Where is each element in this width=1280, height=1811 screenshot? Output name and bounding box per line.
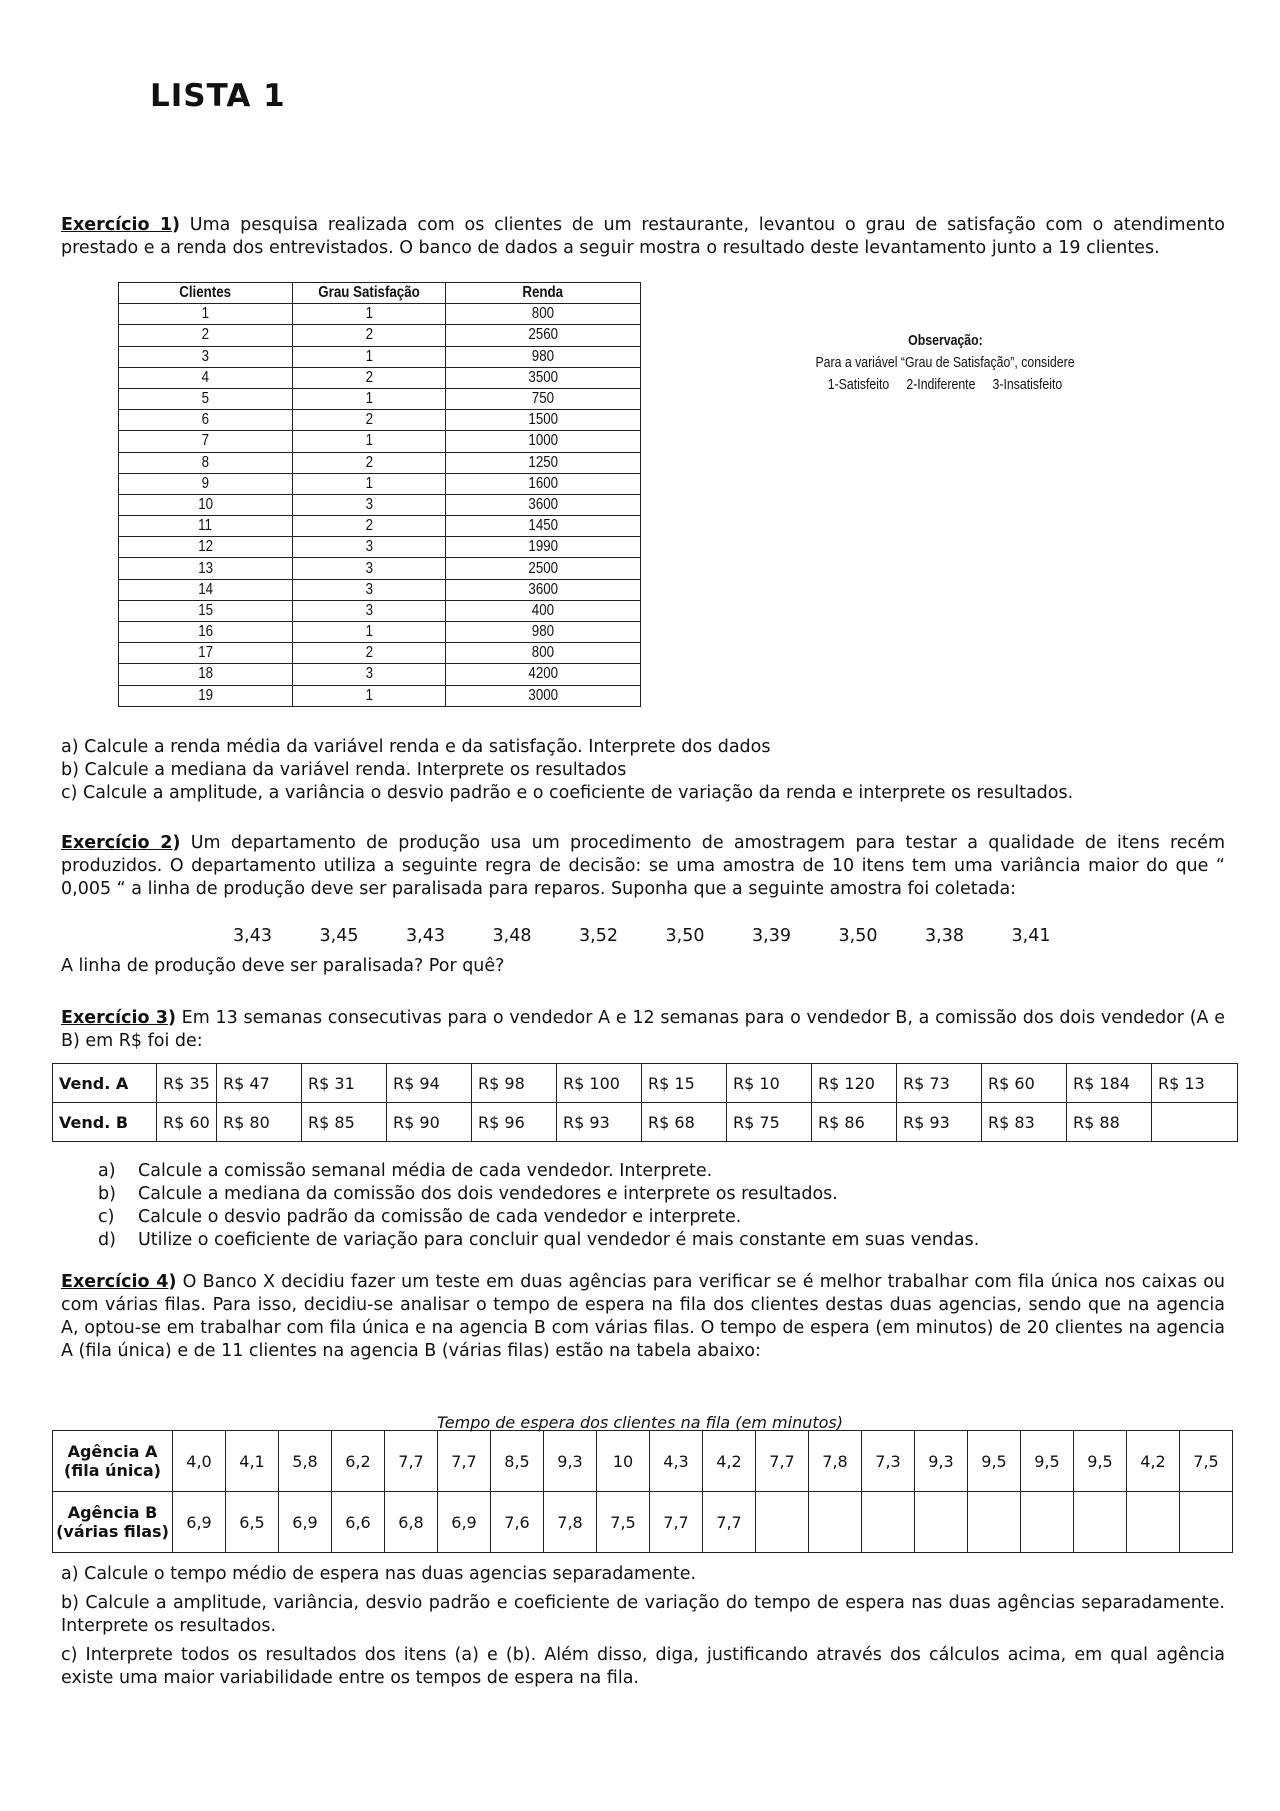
column-header: Clientes (119, 283, 293, 304)
sample-value: 3,43 (406, 926, 445, 946)
sample-value: 3,50 (838, 926, 878, 946)
exercise-4-intro (61, 1271, 1225, 1363)
table-cell: 1 (293, 304, 446, 325)
commission-cell: R$ 86 (812, 1103, 897, 1142)
column-header: Renda (446, 283, 641, 304)
commission-cell: R$ 96 (472, 1103, 557, 1142)
commission-cell: R$ 85 (302, 1103, 387, 1142)
table-cell: 1 (293, 685, 446, 706)
table-cell: 1250 (446, 452, 641, 473)
wait-time-cell: 6,9 (438, 1492, 491, 1553)
wait-time-cell: 7,8 (809, 1431, 862, 1492)
exercise-1-intro (61, 214, 1225, 260)
table-cell: 1600 (446, 473, 641, 494)
wait-time-cell: 6,8 (385, 1492, 438, 1553)
commission-cell: R$ 35 (157, 1064, 217, 1103)
exercise-3-question-d: d) Utilize o coeficiente de variação para concluir qual vendedor é mais constante em suas vendas. (98, 1230, 980, 1250)
wait-time-cell: 4,2 (703, 1431, 756, 1492)
table-cell: 2 (293, 367, 446, 388)
commission-cell: R$ 94 (387, 1064, 472, 1103)
table-cell: 4 (119, 367, 293, 388)
exercise-2-label: Exercício 2 (61, 833, 173, 853)
commission-cell: R$ 60 (982, 1064, 1067, 1103)
wait-time-cell: 7,5 (1180, 1431, 1233, 1492)
exercise-3-questions (98, 1160, 979, 1252)
exercise-3-question-b: b) Calcule a mediana da comissão dos dois vendedores e interprete os resultados. (98, 1184, 838, 1204)
sample-value: 3,38 (925, 926, 964, 946)
exercise-3-intro (61, 1007, 1225, 1053)
table-cell: 7 (119, 431, 293, 452)
exercise-4-questions (61, 1563, 1225, 1690)
table-cell: 2 (293, 516, 446, 537)
observation-note (760, 330, 1130, 396)
wait-time-cell: 10 (597, 1431, 650, 1492)
table-row (119, 410, 641, 431)
table-cell: 750 (446, 388, 641, 409)
sample-value: 3,43 (233, 926, 272, 946)
table-cell: 2500 (446, 558, 641, 579)
table-cell: 980 (446, 622, 641, 643)
table-cell: 5 (119, 388, 293, 409)
table-row (119, 516, 641, 537)
table-row (119, 494, 641, 515)
commission-cell: R$ 88 (1067, 1103, 1152, 1142)
wait-time-cell (968, 1492, 1021, 1553)
sample-value: 3,50 (665, 926, 705, 946)
page-title: LISTA 1 (150, 78, 286, 114)
commission-cell: R$ 80 (217, 1103, 302, 1142)
commission-cell: R$ 47 (217, 1064, 302, 1103)
table-cell: 15 (119, 600, 293, 621)
table-cell: 400 (446, 600, 641, 621)
exercise-4-table-caption: Tempo de espera dos clientes na fila (em minutos) (437, 1413, 843, 1432)
wait-time-cell: 6,6 (332, 1492, 385, 1553)
table-cell: 3 (293, 494, 446, 515)
wait-time-cell: 4,0 (173, 1431, 226, 1492)
table-cell: 13 (119, 558, 293, 579)
table-cell: 6 (119, 410, 293, 431)
exercise-1-question-c: c) Calcule a amplitude, a variância o desvio padrão e o coeficiente de variação da renda e interprete os resultados. (61, 783, 1074, 803)
wait-time-cell (756, 1492, 809, 1553)
table-cell: 3 (119, 346, 293, 367)
table-row (119, 643, 641, 664)
table-header-row (119, 283, 641, 304)
table-row (119, 346, 641, 367)
wait-time-cell: 7,6 (491, 1492, 544, 1553)
commission-cell: R$ 10 (727, 1064, 812, 1103)
table-cell: 2 (119, 325, 293, 346)
wait-time-cell: 9,5 (1074, 1431, 1127, 1492)
exercise-2-sample-values (233, 926, 1098, 946)
table-row (119, 664, 641, 685)
table-row (119, 622, 641, 643)
commission-cell: R$ 73 (897, 1064, 982, 1103)
table-cell: 1 (293, 346, 446, 367)
seller-row (53, 1064, 1238, 1103)
sample-value: 3,52 (579, 926, 618, 946)
commission-cell: R$ 98 (472, 1064, 557, 1103)
agency-row (53, 1431, 1233, 1492)
wait-time-cell: 6,9 (173, 1492, 226, 1553)
wait-time-cell: 7,7 (703, 1492, 756, 1553)
wait-time-cell: 4,1 (226, 1431, 279, 1492)
table-row (119, 304, 641, 325)
table-cell: 3 (293, 558, 446, 579)
wait-time-cell: 9,5 (968, 1431, 1021, 1492)
wait-time-cell: 7,7 (385, 1431, 438, 1492)
table-cell: 2560 (446, 325, 641, 346)
table-cell: 14 (119, 579, 293, 600)
wait-time-cell: 7,7 (650, 1492, 703, 1553)
exercise-2-text: Um departamento de produção usa um procedimento de amostragem para testar a qualidade de itens recém produzidos. O departamento utiliza a seguinte regra de decisão: se uma amostra de 10 itens tem uma variância maior do que “ 0,005 “ a linha de produção deve ser paralisada para reparos. Suponha que a seguinte amostra foi coletada: (61, 833, 1225, 899)
wait-time-cell (809, 1492, 862, 1553)
sample-value: 3,48 (492, 926, 532, 946)
seller-label: Vend. B (53, 1103, 157, 1142)
wait-time-cell: 9,3 (915, 1431, 968, 1492)
wait-time-cell (1021, 1492, 1074, 1553)
wait-time-cell (1127, 1492, 1180, 1553)
exercise-1-label: Exercício 1 (61, 215, 172, 235)
wait-time-cell: 7,3 (862, 1431, 915, 1492)
table-row (119, 431, 641, 452)
wait-time-cell: 7,7 (756, 1431, 809, 1492)
exercise-4-question-c: c) Interprete todos os resultados dos itens (a) e (b). Além disso, diga, justificando através dos cálculos acima, em qual agência existe uma maior variabilidade entre os tempos de espera na fila. (61, 1645, 1225, 1688)
agency-label: Agência B (várias filas) (53, 1492, 173, 1553)
observation-title: Observação: (907, 332, 983, 349)
table-cell: 17 (119, 643, 293, 664)
table-row (119, 388, 641, 409)
wait-time-cell: 6,2 (332, 1431, 385, 1492)
table-cell: 1 (293, 473, 446, 494)
wait-time-cell: 5,8 (279, 1431, 332, 1492)
table-row (119, 579, 641, 600)
table-row (119, 537, 641, 558)
table-row (119, 558, 641, 579)
commission-cell: R$ 75 (727, 1103, 812, 1142)
exercise-1-table (118, 282, 641, 707)
commission-cell: R$ 83 (982, 1103, 1067, 1142)
exercise-4-table (52, 1430, 1233, 1553)
wait-time-cell (862, 1492, 915, 1553)
exercise-4-paren: ) (168, 1272, 177, 1292)
commission-cell: R$ 93 (557, 1103, 642, 1142)
table-cell: 4200 (446, 664, 641, 685)
exercise-3-paren: ) (167, 1008, 176, 1028)
agency-row (53, 1492, 1233, 1553)
table-cell: 1990 (446, 537, 641, 558)
table-cell: 3000 (446, 685, 641, 706)
exercise-4-label: Exercício 4 (61, 1272, 169, 1292)
table-cell: 3 (293, 664, 446, 685)
table-cell: 2 (293, 410, 446, 431)
table-cell: 3600 (446, 579, 641, 600)
commission-cell: R$ 184 (1067, 1064, 1152, 1103)
exercise-3-label: Exercício 3 (61, 1008, 168, 1028)
wait-time-cell: 8,5 (491, 1431, 544, 1492)
commission-cell: R$ 31 (302, 1064, 387, 1103)
table-cell: 3600 (446, 494, 641, 515)
observation-line-1: Para a variável “Grau de Satisfação”, considere (815, 354, 1075, 371)
table-cell: 1 (119, 304, 293, 325)
wait-time-cell: 9,3 (544, 1431, 597, 1492)
table-row (119, 367, 641, 388)
wait-time-cell: 7,7 (438, 1431, 491, 1492)
commission-cell: R$ 13 (1152, 1064, 1238, 1103)
table-cell: 2 (293, 325, 446, 346)
wait-time-cell: 4,2 (1127, 1431, 1180, 1492)
exercise-3-question-c: c) Calcule o desvio padrão da comissão de cada vendedor e interprete. (98, 1207, 742, 1227)
wait-time-cell: 7,5 (597, 1492, 650, 1553)
wait-time-cell (915, 1492, 968, 1553)
table-row (119, 325, 641, 346)
exercise-1-text: Uma pesquisa realizada com os clientes de um restaurante, levantou o grau de satisfação com o atendimento prestado e a renda dos entrevistados. O banco de dados a seguir mostra o resultado deste levantamento junto a 19 clientes. (61, 215, 1225, 258)
table-row (119, 473, 641, 494)
exercise-1-question-b: b) Calcule a mediana da variável renda. Interprete os resultados (61, 760, 627, 780)
table-cell: 1450 (446, 516, 641, 537)
exercise-1-paren: ) (172, 215, 180, 235)
observation-line-2: 1-Satisfeito 2-Indiferente 3-Insatisfeito (827, 376, 1063, 393)
table-cell: 1 (293, 622, 446, 643)
table-cell: 19 (119, 685, 293, 706)
exercise-1-questions (61, 736, 1225, 805)
commission-cell: R$ 60 (157, 1103, 217, 1142)
table-cell: 9 (119, 473, 293, 494)
exercise-2-intro (61, 832, 1225, 901)
wait-time-cell (1180, 1492, 1233, 1553)
sample-value: 3,45 (319, 926, 359, 946)
wait-time-cell (1074, 1492, 1127, 1553)
table-cell: 11 (119, 516, 293, 537)
table-cell: 1000 (446, 431, 641, 452)
sample-value: 3,39 (752, 926, 791, 946)
exercise-3-question-a: a) Calcule a comissão semanal média de cada vendedor. Interprete. (98, 1161, 713, 1181)
commission-cell: R$ 100 (557, 1064, 642, 1103)
table-cell: 3500 (446, 367, 641, 388)
commission-cell (1152, 1103, 1238, 1142)
table-cell: 3 (293, 579, 446, 600)
agency-label: Agência A (fila única) (53, 1431, 173, 1492)
exercise-4-question-a: a) Calcule o tempo médio de espera nas duas agencias separadamente. (61, 1564, 697, 1584)
wait-time-cell: 4,3 (650, 1431, 703, 1492)
exercise-3-text: Em 13 semanas consecutivas para o vendedor A e 12 semanas para o vendedor B, a comissão dos dois vendedor (A e B) em R$ foi de: (61, 1008, 1225, 1051)
table-cell: 12 (119, 537, 293, 558)
commission-cell: R$ 68 (642, 1103, 727, 1142)
exercise-1-question-a: a) Calcule a renda média da variável renda e da satisfação. Interprete dos dados (61, 737, 771, 757)
exercise-2-question: A linha de produção deve ser paralisada? Por quê? (61, 956, 505, 976)
table-cell: 2 (293, 643, 446, 664)
table-cell: 10 (119, 494, 293, 515)
table-cell: 1500 (446, 410, 641, 431)
table-cell: 16 (119, 622, 293, 643)
table-cell: 1 (293, 431, 446, 452)
commission-cell: R$ 120 (812, 1064, 897, 1103)
exercise-3-table (52, 1063, 1238, 1142)
table-cell: 3 (293, 600, 446, 621)
commission-cell: R$ 93 (897, 1103, 982, 1142)
column-header: Grau Satisfação (293, 283, 446, 304)
table-cell: 8 (119, 452, 293, 473)
wait-time-cell: 6,5 (226, 1492, 279, 1553)
table-cell: 800 (446, 643, 641, 664)
table-cell: 1 (293, 388, 446, 409)
exercise-2-paren: ) (172, 833, 181, 853)
table-row (119, 685, 641, 706)
wait-time-cell: 6,9 (279, 1492, 332, 1553)
table-cell: 2 (293, 452, 446, 473)
seller-row (53, 1103, 1238, 1142)
table-cell: 3 (293, 537, 446, 558)
table-row (119, 600, 641, 621)
exercise-4-question-b: b) Calcule a amplitude, variância, desvio padrão e coeficiente de variação do tempo de espera nas duas agências separadamente. Interprete os resultados. (61, 1593, 1225, 1636)
exercise-4-text: O Banco X decidiu fazer um teste em duas agências para verificar se é melhor trabalhar com fila única nos caixas ou com várias filas. Para isso, decidiu-se analisar o tempo de espera na fila dos clientes destas duas agencias, sendo que na agencia A, optou-se em trabalhar com fila única e na agencia B com várias filas. O tempo de espera (em minutos) de 20 clientes na agencia A (fila única) e de 11 clientes na agencia B (várias filas) estão na tabela abaixo: (61, 1272, 1226, 1361)
table-cell: 18 (119, 664, 293, 685)
commission-cell: R$ 15 (642, 1064, 727, 1103)
wait-time-cell: 9,5 (1021, 1431, 1074, 1492)
table-row (119, 452, 641, 473)
table-cell: 980 (446, 346, 641, 367)
sample-value: 3,41 (1011, 926, 1051, 946)
table-cell: 800 (446, 304, 641, 325)
wait-time-cell: 7,8 (544, 1492, 597, 1553)
commission-cell: R$ 90 (387, 1103, 472, 1142)
seller-label: Vend. A (53, 1064, 157, 1103)
